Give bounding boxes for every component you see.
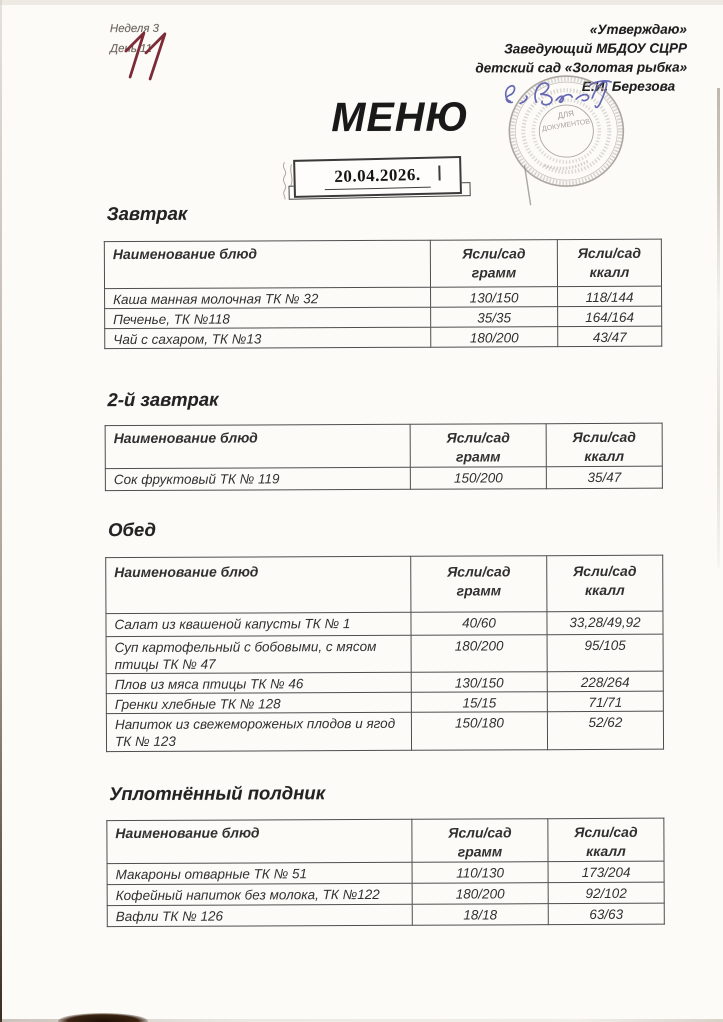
kcal-cell: 228/264 — [547, 671, 663, 692]
column-header-grams — [412, 819, 548, 863]
table-row — [105, 466, 662, 490]
approval-line-2: Заведующий МБДОУ СЦРР — [504, 40, 688, 57]
column-header-kcal — [548, 818, 664, 862]
table-header-row — [104, 239, 661, 288]
table-header-row — [105, 423, 662, 468]
column-header-grams — [410, 424, 546, 468]
table-row — [105, 286, 662, 308]
table-row — [106, 711, 663, 751]
grams-cell: 150/180 — [411, 712, 547, 751]
column-header-dish: Наименование блюд — [105, 424, 410, 468]
dish-name-cell: Печенье, ТК №118 — [105, 307, 431, 328]
grams-cell: 130/150 — [431, 287, 558, 308]
date-box-tick — [438, 165, 440, 180]
approval-line-4: Е.И. Березова — [581, 78, 676, 95]
column-header-kcal-bottom: ккалл — [586, 842, 626, 860]
week-label: Неделя 3 — [109, 22, 160, 36]
table-header-row — [106, 555, 663, 613]
kcal-cell: 71/71 — [547, 691, 663, 712]
stamp-text-line-2: ДОКУМЕНТОВ — [541, 118, 591, 133]
dish-name-cell: Макароны отварные ТК № 51 — [107, 862, 412, 884]
grams-cell: 110/130 — [412, 862, 548, 884]
column-header-kcal-top: Ясли/сад — [577, 244, 642, 262]
grams-cell: 180/200 — [412, 883, 548, 905]
dish-name-cell: Гренки хлебные ТК № 128 — [106, 692, 411, 713]
column-header-grams — [430, 240, 557, 288]
column-header-kcal — [546, 423, 662, 467]
column-header-grams-top: Ясли/сад — [446, 429, 510, 446]
grams-cell: 18/18 — [412, 904, 548, 926]
table-header-row — [107, 818, 664, 863]
table-row — [105, 306, 662, 328]
kcal-cell: 118/144 — [558, 286, 662, 306]
column-header-grams-bottom: грамм — [471, 264, 517, 281]
column-header-kcal-top: Ясли/сад — [573, 562, 637, 580]
table-row — [106, 691, 663, 713]
kcal-cell: 35/47 — [546, 466, 662, 489]
grams-cell: 40/60 — [411, 612, 547, 636]
dish-name-cell: Чай с сахаром, ТК №13 — [105, 327, 431, 348]
column-header-grams-bottom: грамм — [456, 582, 502, 599]
grams-cell: 35/35 — [431, 307, 558, 328]
kcal-cell: 164/164 — [558, 306, 662, 326]
grams-cell: 180/200 — [431, 327, 558, 348]
signature-scribble — [496, 73, 614, 120]
section-heading-snack: Уплотнённый полдник — [109, 782, 326, 805]
scan-edge-top — [0, 0, 723, 5]
dish-name-cell: Сок фруктовый ТК № 119 — [105, 467, 410, 490]
column-header-grams-top: Ясли/сад — [462, 245, 526, 262]
kcal-cell: 43/47 — [558, 326, 662, 346]
menu-date: 20.04.2026. — [324, 164, 431, 189]
table-row — [107, 903, 664, 926]
column-header-kcal — [547, 555, 663, 612]
approval-line-1: «Утверждаю» — [589, 21, 687, 37]
dish-name-cell: Каша манная молочная ТК № 32 — [105, 287, 431, 308]
column-header-kcal-bottom: ккалл — [584, 581, 625, 599]
column-header-kcal-top: Ясли/сад — [574, 823, 638, 841]
grams-cell: 180/200 — [411, 635, 547, 673]
dish-name-cell: Суп картофельный с бобовыми, с мясом птицы ТК № 47 — [106, 635, 411, 673]
column-header-grams-bottom: грамм — [455, 448, 501, 465]
column-header-dish: Наименование блюд — [104, 240, 430, 288]
column-header-kcal-bottom: ккалл — [584, 447, 625, 465]
dish-name-cell: Вафли ТК № 126 — [107, 904, 412, 926]
menu-table-breakfast — [104, 239, 662, 349]
date-stamp-box — [293, 156, 462, 198]
scan-edge-left — [0, 0, 2, 1022]
handwritten-day-number — [122, 27, 174, 81]
table-row — [106, 611, 663, 636]
table-row — [107, 861, 664, 884]
column-header-grams-bottom: грамм — [457, 843, 503, 860]
section-heading-breakfast: Завтрак — [106, 202, 188, 225]
table-row — [107, 882, 664, 905]
stamp-text-line-1: ДЛЯ — [557, 108, 575, 121]
column-header-grams-top: Ясли/сад — [448, 824, 512, 841]
kcal-cell: 173/204 — [548, 861, 664, 883]
column-header-kcal-top: Ясли/сад — [572, 428, 636, 446]
kcal-cell: 63/63 — [548, 903, 664, 925]
column-header-kcal — [557, 239, 661, 286]
day-label: День 11 — [109, 42, 153, 56]
scan-edge-right-line — [717, 88, 720, 568]
kcal-cell: 33,28/49,92 — [547, 611, 663, 635]
grams-cell: 130/150 — [411, 672, 547, 693]
dish-name-cell: Плов из мяса птицы ТК № 46 — [106, 672, 411, 693]
section-heading-second-breakfast: 2-й завтрак — [107, 388, 219, 411]
column-header-dish: Наименование блюд — [106, 556, 411, 613]
table-row — [106, 634, 663, 673]
menu-table-lunch — [105, 555, 664, 752]
menu-table-second-breakfast — [105, 423, 663, 491]
menu-table-snack — [106, 818, 664, 927]
grams-cell: 150/200 — [410, 467, 546, 490]
scan-bottom-smudge — [58, 1013, 148, 1022]
column-header-grams — [411, 556, 547, 613]
kcal-cell: 95/105 — [547, 634, 663, 672]
column-header-kcal-bottom: ккалл — [589, 263, 630, 281]
table-row — [105, 326, 662, 348]
kcal-cell: 52/62 — [547, 711, 663, 750]
table-row — [106, 671, 663, 693]
column-header-grams-top: Ясли/сад — [447, 563, 511, 580]
column-header-dish: Наименование блюд — [107, 819, 412, 863]
page-title: МЕНЮ — [331, 93, 470, 141]
dish-name-cell: Кофейный напиток без молока, ТК №122 — [107, 883, 412, 905]
dish-name-cell: Напиток из свежемороженых плодов и ягод ТК № 123 — [106, 712, 411, 751]
grams-cell: 15/15 — [411, 692, 547, 713]
dish-name-cell: Салат из квашеной капусты ТК № 1 — [106, 612, 411, 636]
kcal-cell: 92/102 — [548, 882, 664, 904]
approval-line-3: детский сад «Золотая рыбка» — [475, 59, 688, 76]
section-heading-lunch: Обед — [108, 518, 156, 541]
